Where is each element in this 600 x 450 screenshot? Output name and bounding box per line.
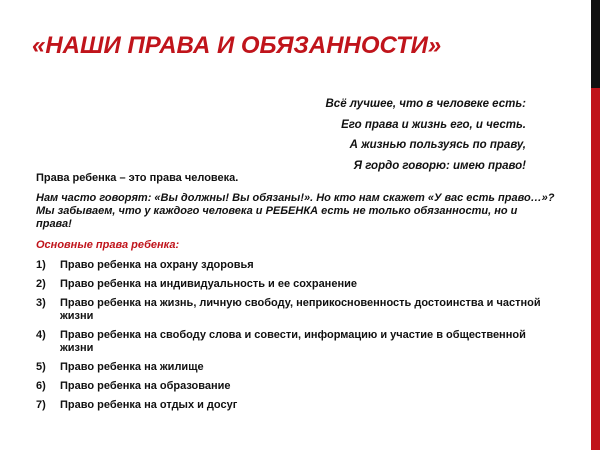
epigraph-line: Я гордо говорю: имею право!: [353, 159, 526, 172]
quote-text: Нам часто говорят: «Вы должны! Вы обязаны!». Но кто нам скажет «У вас есть право…»? Мы забываем, что у каждого человека и РЕБЕНКА есть не только обязанности, но и права!: [36, 192, 555, 230]
epigraph-line: Его права и жизнь его, и честь.: [341, 118, 526, 131]
list-number: 2): [36, 278, 46, 290]
list-number: 4): [36, 329, 46, 341]
epigraph-line: Всё лучшее, что в человеке есть:: [325, 98, 526, 110]
list-item: [36, 259, 556, 272]
list-item-text: Право ребенка на свободу слова и совести, информацию и участие в общественной жизни: [60, 329, 526, 354]
main-content: [36, 171, 556, 418]
list-number: 3): [36, 297, 46, 309]
list-item: [36, 380, 556, 393]
list-item: [36, 399, 556, 412]
rights-heading: Основные права ребенка:: [36, 239, 180, 251]
epigraph: [206, 94, 526, 176]
list-number: 6): [36, 380, 46, 392]
intro-text: Права ребенка – это права человека.: [36, 172, 239, 184]
list-item: [36, 361, 556, 374]
rights-list: [36, 259, 556, 412]
list-item-text: Право ребенка на жизнь, личную свободу, неприкосновенность достоинства и частной жизни: [60, 297, 541, 322]
epigraph-line: А жизнью пользуясь по праву,: [349, 139, 526, 151]
list-item-text: Право ребенка на индивидуальность и ее сохранение: [60, 278, 357, 290]
list-item-text: Право ребенка на жилище: [60, 361, 204, 373]
side-bar-red: [591, 88, 600, 450]
slide-title: «НАШИ ПРАВА И ОБЯЗАННОСТИ»: [32, 32, 442, 59]
list-item-text: Право ребенка на отдых и досуг: [60, 399, 238, 411]
list-item-text: Право ребенка на охрану здоровья: [60, 259, 254, 271]
list-number: 7): [36, 399, 46, 411]
list-item: [36, 297, 556, 323]
list-item-text: Право ребенка на образование: [60, 380, 231, 392]
side-bar-black: [591, 0, 600, 88]
list-item: [36, 329, 556, 355]
list-number: 1): [36, 259, 46, 271]
list-number: 5): [36, 361, 46, 373]
list-item: [36, 278, 556, 291]
